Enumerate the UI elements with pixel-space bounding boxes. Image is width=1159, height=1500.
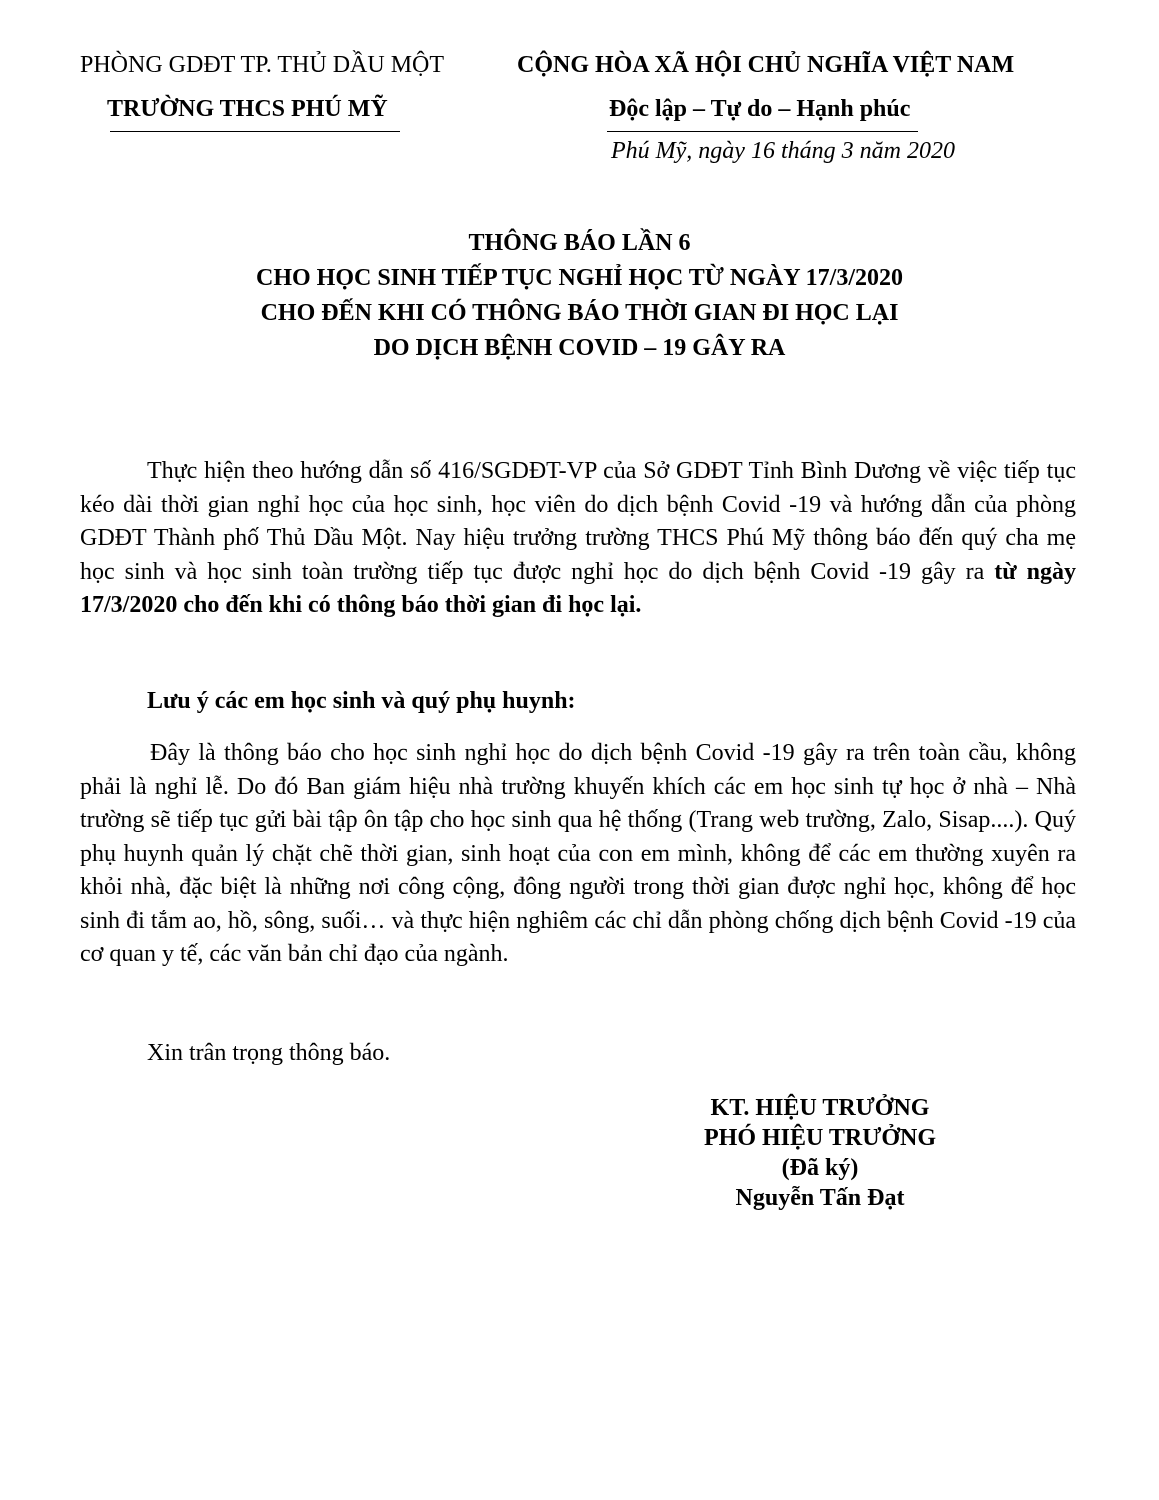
closing-line: Xin trân trọng thông báo.: [147, 1040, 391, 1066]
signatory-name: Nguyễn Tấn Đạt: [735, 1185, 905, 1211]
signature-status: (Đã ký): [781, 1155, 859, 1181]
issuing-department: PHÒNG GDĐT TP. THỦ DẦU MỘT: [80, 52, 445, 78]
title-line-4: DO DỊCH BỆNH COVID – 19 GÂY RA: [373, 335, 786, 361]
place-and-date: Phú Mỹ, ngày 16 tháng 3 năm 2020: [611, 138, 955, 164]
title-line-1: THÔNG BÁO LẦN 6: [468, 230, 691, 256]
school-name-underline: [110, 131, 400, 132]
title-line-2: CHO HỌC SINH TIẾP TỤC NGHỈ HỌC TỪ NGÀY 17/3/2020: [256, 265, 903, 291]
guidance-paragraph: Đây là thông báo cho học sinh nghỉ học do dịch bệnh Covid -19 gây ra trên toàn cầu, không phải là nghỉ lễ. Do đó Ban giám hiệu nhà trường khuyến khích các em học sinh tự học ở nhà – Nhà trường sẽ tiếp tục gửi bài tập ôn tập cho học sinh qua hệ thống (Trang web trường, Zalo, Sisap....). Quý phụ huynh quản lý chặt chẽ thời gian, sinh hoạt của con em mình, không để các em thường xuyên ra khỏi nhà, đặc biệt là những nơi công cộng, đông người trong thời gian được nghỉ học, không để học sinh đi tắm ao, hồ, sông, suối… và thực hiện nghiêm các chỉ dẫn phòng chống dịch bệnh Covid -19 của cơ quan y tế, các văn bản chỉ đạo của ngành.: [80, 740, 1076, 967]
signature-position: PHÓ HIỆU TRƯỞNG: [703, 1125, 937, 1151]
school-name: TRƯỜNG THCS PHÚ MỸ: [107, 96, 388, 122]
document-title: [0, 226, 1159, 366]
national-motto: Độc lập – Tự do – Hạnh phúc: [609, 96, 911, 122]
note-heading: Lưu ý các em học sinh và quý phụ huynh:: [147, 688, 576, 714]
national-title: CỘNG HÒA XÃ HỘI CHỦ NGHĨA VIỆT NAM: [517, 52, 1015, 78]
motto-underline: [607, 131, 918, 132]
title-line-3: CHO ĐẾN KHI CÓ THÔNG BÁO THỜI GIAN ĐI HỌC LẠI: [260, 300, 899, 326]
announcement-paragraph: [80, 455, 1076, 623]
announcement-effective-period: từ ngày 17/3/2020 cho đến khi có thông báo thời gian đi học lại.: [80, 558, 1076, 618]
signature-block: [640, 1093, 1000, 1213]
announcement-text: Thực hiện theo hướng dẫn số 416/SGDĐT-VP của Sở GDĐT Tỉnh Bình Dương về việc tiếp tục kéo dài thời gian nghỉ học của học sinh, học viên do dịch bệnh Covid -19 và hướng dẫn của phòng GDĐT Thành phố Thủ Dầu Một. Nay hiệu trưởng trường THCS Phú Mỹ thông báo đến quý cha mẹ học sinh và học sinh toàn trường tiếp tục được nghỉ học do dịch bệnh Covid -19 gây ra: [80, 458, 1076, 585]
signature-authority: KT. HIỆU TRƯỞNG: [710, 1095, 930, 1121]
